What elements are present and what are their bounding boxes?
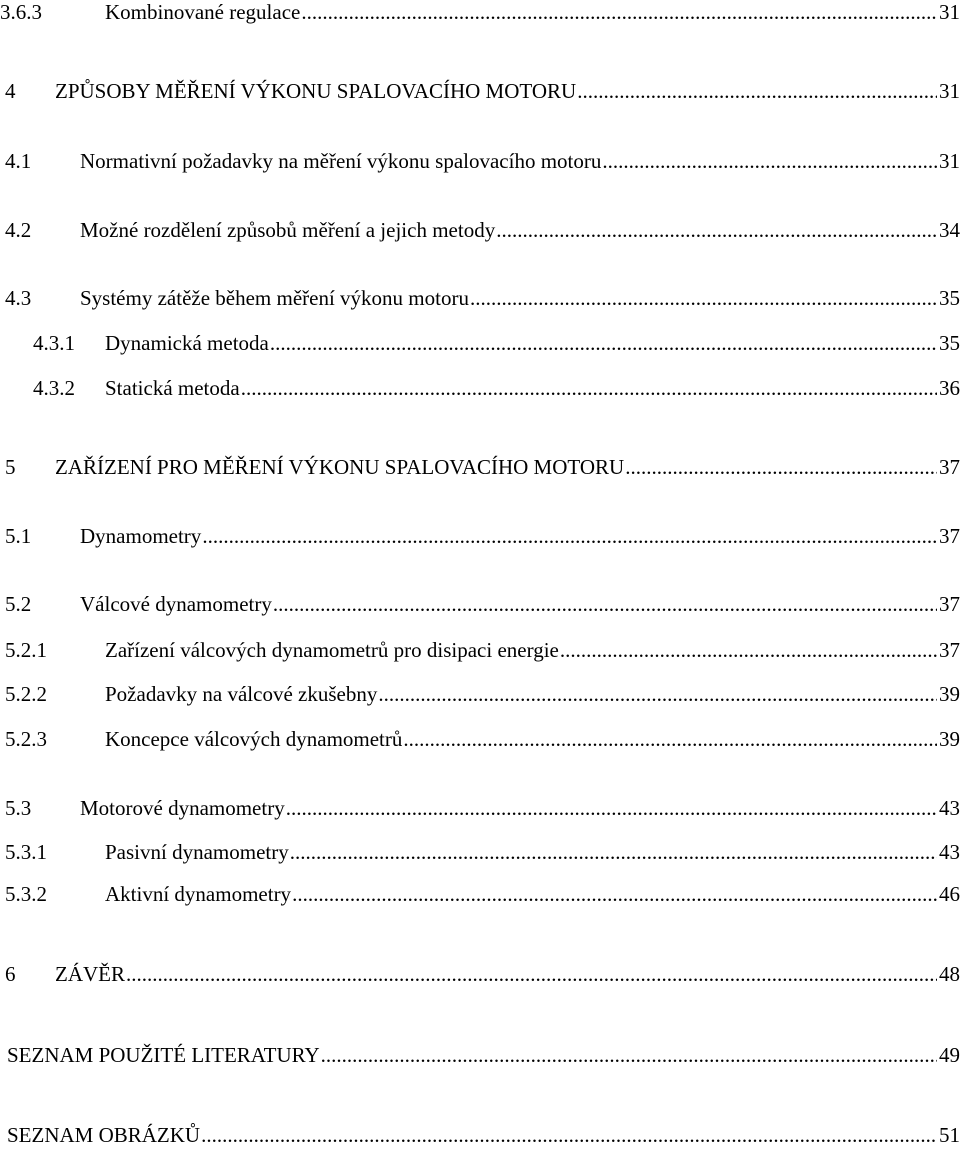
toc-entry-title: Pasivní dynamometry	[105, 840, 289, 864]
toc-entry-title: Dynamická metoda	[105, 331, 269, 355]
toc-entry-page: 36	[939, 376, 960, 400]
toc-entry-page: 31	[939, 149, 960, 173]
toc-entry-title: Normativní požadavky na měření výkonu spalovacího motoru	[80, 149, 602, 173]
toc-entry-title: Možné rozdělení způsobů měření a jejich metody	[80, 218, 496, 242]
toc-entry-4-3-1[interactable]	[0, 329, 960, 357]
toc-entry-page: 48	[939, 962, 960, 986]
toc-entry-page: 51	[939, 1123, 960, 1147]
toc-entry-title: Válcové dynamometry	[80, 592, 272, 616]
dot-leader	[202, 522, 937, 550]
dot-leader	[270, 329, 937, 357]
dot-leader	[470, 284, 937, 312]
toc-entry-page: 37	[939, 638, 960, 662]
toc-entry-number: 5.3.2	[5, 882, 47, 906]
toc-entry-number: 3.6.3	[0, 0, 42, 24]
toc-entry-title: SEZNAM POUŽITÉ LITERATURY	[7, 1043, 320, 1067]
toc-entry-title: Koncepce válcových dynamometrů	[105, 727, 403, 751]
toc-entry-number: 5.1	[5, 524, 32, 548]
toc-entry-number: 4.3.1	[33, 331, 75, 355]
toc-entry-3-6-3[interactable]	[0, 0, 960, 26]
toc-entry-number: 5.2.3	[5, 727, 47, 751]
toc-entry-title: Systémy zátěže během měření výkonu motoru	[80, 286, 469, 310]
dot-leader	[273, 590, 937, 618]
toc-entry-number: 4.2	[5, 218, 32, 242]
toc-entry-number: 5.3.1	[5, 840, 47, 864]
toc-entry-5-1[interactable]	[0, 522, 960, 550]
toc-entry-number: 5.2	[5, 592, 32, 616]
dot-leader	[126, 960, 937, 988]
dot-leader	[496, 216, 937, 244]
toc-entry-figures[interactable]	[0, 1121, 960, 1149]
toc-entry-number: 4	[5, 79, 16, 103]
toc-entry-title: SEZNAM OBRÁZKŮ	[7, 1123, 201, 1147]
toc-entry-page: 37	[939, 524, 960, 548]
dot-leader	[602, 147, 937, 175]
dot-leader	[625, 453, 937, 481]
toc-entry-5[interactable]	[0, 453, 960, 481]
toc-entry-page: 35	[939, 331, 960, 355]
toc-entry-5-3[interactable]	[0, 794, 960, 822]
toc-entry-number: 4.3.2	[33, 376, 75, 400]
toc-entry-page: 31	[939, 79, 960, 103]
toc-entry-title: Požadavky na válcové zkušebny	[105, 682, 378, 706]
toc-entry-page: 49	[939, 1043, 960, 1067]
toc-entry-page: 43	[939, 840, 960, 864]
toc-entry-title: ZÁVĚR	[55, 962, 125, 986]
toc-entry-references[interactable]	[0, 1041, 960, 1069]
toc-entry-4-3[interactable]	[0, 284, 960, 312]
toc-entry-number: 4.3	[5, 286, 32, 310]
toc-entry-number: 5.2.2	[5, 682, 47, 706]
dot-leader	[241, 374, 937, 402]
toc-entry-page: 37	[939, 592, 960, 616]
toc-entry-title: Dynamometry	[80, 524, 202, 548]
dot-leader	[560, 636, 937, 664]
toc-entry-title: Zařízení válcových dynamometrů pro disipaci energie	[105, 638, 559, 662]
toc-entry-title: Aktivní dynamometry	[105, 882, 292, 906]
toc-entry-6[interactable]	[0, 960, 960, 988]
toc-entry-number: 5	[5, 455, 16, 479]
dot-leader	[577, 77, 937, 105]
toc-entry-page: 34	[939, 218, 960, 242]
dot-leader	[292, 880, 937, 908]
dot-leader	[301, 0, 937, 26]
toc-entry-4-1[interactable]	[0, 147, 960, 175]
dot-leader	[321, 1041, 937, 1069]
dot-leader	[286, 794, 937, 822]
toc-entry-title: Motorové dynamometry	[80, 796, 285, 820]
toc-entry-5-2-2[interactable]	[0, 680, 960, 708]
toc-entry-number: 5.3	[5, 796, 32, 820]
dot-leader	[403, 725, 937, 753]
toc-entry-page: 46	[939, 882, 960, 906]
toc-entry-page: 37	[939, 455, 960, 479]
toc-entry-title: ZAŘÍZENÍ PRO MĚŘENÍ VÝKONU SPALOVACÍHO MOTORU	[55, 455, 625, 479]
toc-entry-page: 31	[939, 0, 960, 24]
dot-leader	[201, 1121, 937, 1149]
toc-entry-page: 39	[939, 727, 960, 751]
toc-entry-title: Statická metoda	[105, 376, 240, 400]
toc-entry-page: 39	[939, 682, 960, 706]
toc-entry-5-3-1[interactable]	[0, 838, 960, 866]
toc-entry-number: 5.2.1	[5, 638, 47, 662]
toc-entry-title: Kombinované regulace	[105, 0, 301, 24]
toc-entry-number: 4.1	[5, 149, 32, 173]
toc-entry-4-3-2[interactable]	[0, 374, 960, 402]
dot-leader	[290, 838, 937, 866]
toc-entry-5-2[interactable]	[0, 590, 960, 618]
dot-leader	[378, 680, 937, 708]
toc-entry-page: 43	[939, 796, 960, 820]
toc-entry-page: 35	[939, 286, 960, 310]
toc-entry-5-3-2[interactable]	[0, 880, 960, 908]
toc-entry-4-2[interactable]	[0, 216, 960, 244]
toc-entry-title: ZPŮSOBY MĚŘENÍ VÝKONU SPALOVACÍHO MOTORU	[55, 79, 577, 103]
toc-entry-5-2-3[interactable]	[0, 725, 960, 753]
toc-entry-5-2-1[interactable]	[0, 636, 960, 664]
toc-entry-number: 6	[5, 962, 16, 986]
toc-entry-4[interactable]	[0, 77, 960, 105]
